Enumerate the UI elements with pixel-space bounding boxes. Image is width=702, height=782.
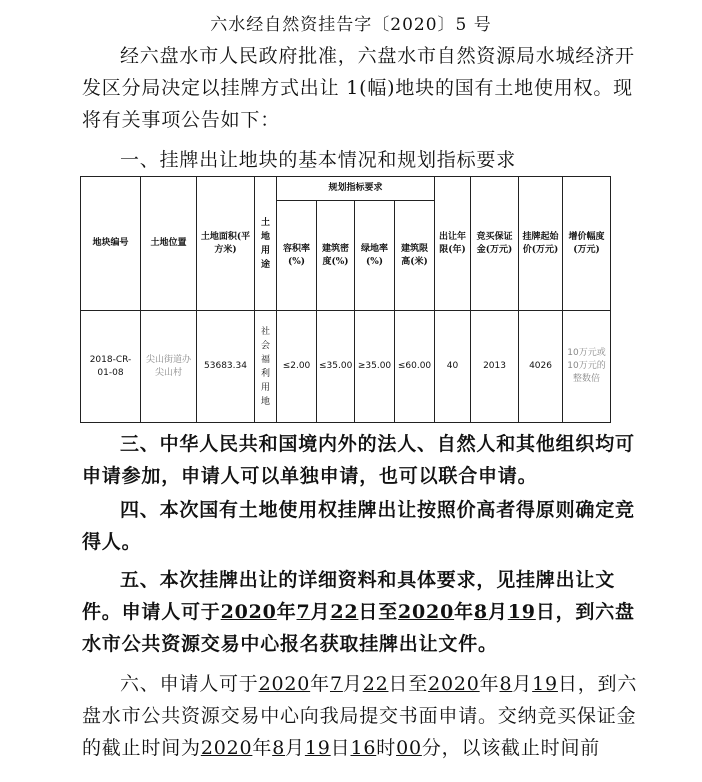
- date-day: 22: [330, 601, 359, 623]
- header-use-text: 土地用途: [260, 217, 270, 270]
- date-day: 19: [532, 673, 558, 695]
- table-row: [81, 311, 611, 423]
- date-sep: 年: [310, 673, 330, 695]
- cell-plot-ratio: ≤2.00: [277, 311, 317, 423]
- header-planning: 规划指标要求: [277, 177, 435, 201]
- header-area: 土地面积(平方米): [197, 177, 255, 311]
- header-increment: 增价幅度(万元): [563, 177, 611, 311]
- date-year: 2020: [258, 673, 311, 695]
- cell-start-price: 4026: [519, 311, 563, 423]
- header-use: [255, 177, 277, 311]
- cell-green: ≥35.00: [355, 311, 395, 423]
- date-month: 7: [329, 673, 343, 695]
- cell-area: 53683.34: [197, 311, 255, 423]
- date-sep: 年: [276, 601, 297, 623]
- cell-use-text: 社会福利用地: [260, 326, 270, 407]
- cell-increment: 10万元或10万元的整数倍: [563, 311, 611, 423]
- intro-text: 经六盘水市人民政府批准，六盘水市自然资源局水城经济开发区分局决定以挂牌方式出让 1(幅)地块的国有土地使用权。现将有关事项公告如下：: [82, 45, 635, 131]
- date-day: 22: [362, 673, 389, 695]
- date-sep: 日至: [358, 601, 399, 623]
- time-minute: 00: [396, 737, 422, 759]
- time-hour: 16: [350, 737, 377, 759]
- section-6-text-c: 分，以该截止时间前: [421, 737, 601, 759]
- date-sep: 月: [512, 673, 533, 695]
- date-year: 2020: [220, 601, 277, 623]
- date-year: 2020: [428, 673, 480, 695]
- cell-term: 40: [435, 311, 471, 423]
- cell-use: [255, 311, 277, 423]
- date-sep: 年: [454, 601, 474, 623]
- date-day: 19: [304, 737, 331, 759]
- header-parcel-no: 地块编号: [81, 177, 141, 311]
- date-month: 8: [272, 737, 286, 759]
- header-green: 绿地率(%): [355, 201, 395, 311]
- cell-density: ≤35.00: [317, 311, 355, 423]
- date-month: 7: [296, 601, 311, 623]
- document-number-title: 六水经自然资挂告字〔2020〕5 号: [210, 15, 492, 35]
- header-location: 土地位置: [141, 177, 197, 311]
- cell-location: 尖山街道办尖山村: [141, 311, 197, 423]
- section-1-heading: [82, 144, 642, 176]
- section-5-text-b: 日，到六盘水市公共资源交易中心报名获取挂牌出让文件。: [82, 601, 635, 655]
- section-1-text: 一、挂牌出让地块的基本情况和规划指标要求: [120, 149, 517, 171]
- date-sep: 月: [487, 601, 508, 623]
- date-sep: 月: [342, 673, 363, 695]
- land-parcel-table: [80, 176, 611, 423]
- header-height: 建筑限高(米): [395, 201, 435, 311]
- section-4-paragraph: [82, 494, 642, 558]
- date-sep: 月: [310, 601, 331, 623]
- cell-height: ≤60.00: [395, 311, 435, 423]
- time-sep: 时: [376, 737, 397, 759]
- date-sep: 日: [330, 737, 351, 759]
- section-6-text-b: 日，到六盘水市公共资源交易中心向我局提交书面申请。交纳竞买保证金的截止时间为: [82, 673, 638, 759]
- date-sep: 年: [479, 673, 500, 695]
- section-5-text-a: 五、本次挂牌出让的详细资料和具体要求，见挂牌出让文件。申请人可于: [82, 569, 616, 623]
- section-3-text: 三、中华人民共和国境内外的法人、自然人和其他组织均可申请参加，申请人可以单独申请，也可以联合申请。: [82, 433, 635, 487]
- date-sep: 年: [252, 737, 273, 759]
- date-sep: 月: [285, 737, 305, 759]
- cell-deposit: 2013: [471, 311, 519, 423]
- header-density: 建筑密度(%): [317, 201, 355, 311]
- date-month: 8: [499, 673, 513, 695]
- date-day: 19: [507, 601, 536, 623]
- date-month: 8: [473, 601, 488, 623]
- date-year: 2020: [200, 737, 253, 759]
- section-6-paragraph: [82, 668, 642, 764]
- section-6-text-a: 六、申请人可于: [120, 673, 259, 695]
- section-3-paragraph: [82, 428, 642, 492]
- cell-parcel-no: 2018-CR-01-08: [81, 311, 141, 423]
- header-start-price: 挂牌起始价(万元): [519, 177, 563, 311]
- intro-paragraph: [82, 40, 642, 136]
- header-plot-ratio: 容积率(%): [277, 201, 317, 311]
- date-sep: 日至: [388, 673, 429, 695]
- header-deposit: 竞买保证金(万元): [471, 177, 519, 311]
- date-year: 2020: [398, 601, 455, 623]
- section-5-paragraph: [82, 564, 642, 660]
- section-4-text: 四、本次国有土地使用权挂牌出让按照价高者得原则确定竞得人。: [82, 499, 635, 553]
- header-term: 出让年限(年): [435, 177, 471, 311]
